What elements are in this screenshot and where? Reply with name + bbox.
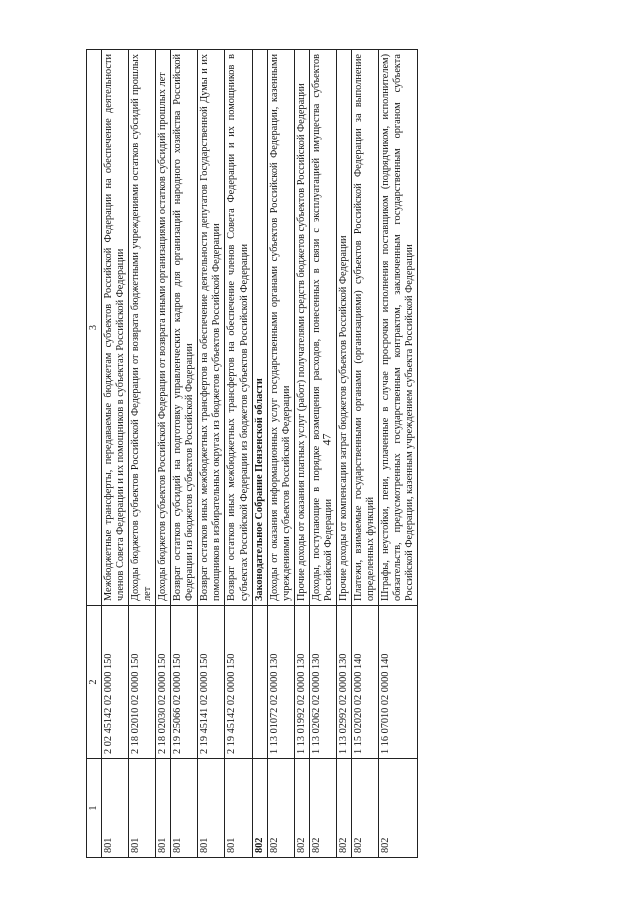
- budget-classification-table: [86, 49, 418, 858]
- header-cell-3: 3: [87, 50, 102, 606]
- income-description-cell: Доходы от оказания информационных услуг государственными органами субъектов Российской Федерации, казенными учреждениями субъектов Российской Федерации: [267, 50, 294, 606]
- header-cell-2: 2: [87, 606, 102, 759]
- budget-code-cell: 1 13 02062 02 0000 130: [309, 606, 336, 759]
- table-row: [294, 50, 309, 858]
- table-row: [378, 50, 417, 858]
- admin-code-cell: 801: [198, 759, 225, 858]
- admin-code-cell: 802: [378, 759, 417, 858]
- table-row: [336, 50, 351, 858]
- income-description-cell: Возврат остатков иных межбюджетных трансфертов на обеспечение членов Совета Федерации и их помощников в субъектах Российской Федерации из бюджетов субъектов Российской Федерации: [225, 50, 252, 606]
- table-row: [129, 50, 156, 858]
- table-row: [225, 50, 252, 858]
- budget-code-cell: 2 18 02010 02 0000 150: [129, 606, 156, 759]
- income-description-cell: Доходы бюджетов субъектов Российской Федерации от возврата иными организациями остатков субсидий прошлых лет: [156, 50, 171, 606]
- table-row: [351, 50, 378, 858]
- budget-code-cell: 1 13 01072 02 0000 130: [267, 606, 294, 759]
- section-row: [252, 50, 267, 858]
- income-description-cell: Платежи, взимаемые государственными органами (организациями) субъектов Российской Федерации за выполнение определенных функций: [351, 50, 378, 606]
- budget-code-cell: 2 19 25066 02 0000 150: [171, 606, 198, 759]
- admin-code-cell: 802: [351, 759, 378, 858]
- admin-code-cell: 801: [171, 759, 198, 858]
- income-description-cell: Возврат остатков субсидий на подготовку управленческих кадров для организаций народного хозяйства Российской Федерации из бюджетов субъектов Российской Федерации: [171, 50, 198, 606]
- income-description-cell: Возврат остатков иных межбюджетных трансфертов на обеспечение деятельности депутатов Государственной Думы и их помощников в избирательных округах из бюджетов субъектов Российской Федерации: [198, 50, 225, 606]
- table-row: [102, 50, 129, 858]
- table-row: [171, 50, 198, 858]
- admin-code-cell: 802: [267, 759, 294, 858]
- budget-code-cell: 2 19 45141 02 0000 150: [198, 606, 225, 759]
- budget-code-cell: [252, 606, 267, 759]
- income-description-cell: Доходы бюджетов субъектов Российской Федерации от возврата бюджетными учреждениями остатков субсидий прошлых лет: [129, 50, 156, 606]
- admin-code-cell: 802: [309, 759, 336, 858]
- header-cell-1: 1: [87, 759, 102, 858]
- admin-code-cell: 802: [294, 759, 309, 858]
- budget-code-cell: 1 16 07010 02 0000 140: [378, 606, 417, 759]
- income-description-cell: Межбюджетные трансферты, передаваемые бюджетам субъектов Российской Федерации на обеспечение деятельности членов Совета Федерации и их помощников в субъектах Российской Федерации: [102, 50, 129, 606]
- income-description-cell: Штрафы, неустойки, пени, уплаченные в случае просрочки исполнения поставщиком (подрядчиком, исполнителем) обязательств, предусмотренных государственным контрактом, заключенным государственным органом субъекта Российской Федерации, казенным учреждением субъекта Российской Федерации: [378, 50, 417, 606]
- budget-code-cell: 1 13 02992 02 0000 130: [336, 606, 351, 759]
- budget-code-cell: 1 13 01992 02 0000 130: [294, 606, 309, 759]
- table-row: [309, 50, 336, 858]
- table-body: [102, 50, 418, 858]
- header-row: [87, 50, 102, 858]
- income-description-cell: Законодательное Собрание Пензенской области: [252, 50, 267, 606]
- admin-code-cell: 801: [156, 759, 171, 858]
- budget-code-cell: 2 19 45142 02 0000 150: [225, 606, 252, 759]
- budget-code-cell: 2 18 02030 02 0000 150: [156, 606, 171, 759]
- page-number: 47: [319, 433, 334, 446]
- admin-code-cell: 801: [225, 759, 252, 858]
- income-description-cell: Доходы, поступающие в порядке возмещения расходов, понесенных в связи с эксплуатацией имущества субъектов Российской Федерации: [309, 50, 336, 606]
- rotated-table-region: [86, 50, 535, 858]
- table-row: [198, 50, 225, 858]
- table-row: [267, 50, 294, 858]
- admin-code-cell: 802: [252, 759, 267, 858]
- admin-code-cell: 802: [336, 759, 351, 858]
- income-description-cell: Прочие доходы от компенсации затрат бюджетов субъектов Российской Федерации: [336, 50, 351, 606]
- income-description-cell: Прочие доходы от оказания платных услуг (работ) получателями средств бюджетов субъектов Российской Федерации: [294, 50, 309, 606]
- budget-code-cell: 1 15 02020 02 0000 140: [351, 606, 378, 759]
- table-row: [156, 50, 171, 858]
- admin-code-cell: 801: [129, 759, 156, 858]
- budget-code-cell: 2 02 45142 02 0000 150: [102, 606, 129, 759]
- admin-code-cell: 801: [102, 759, 129, 858]
